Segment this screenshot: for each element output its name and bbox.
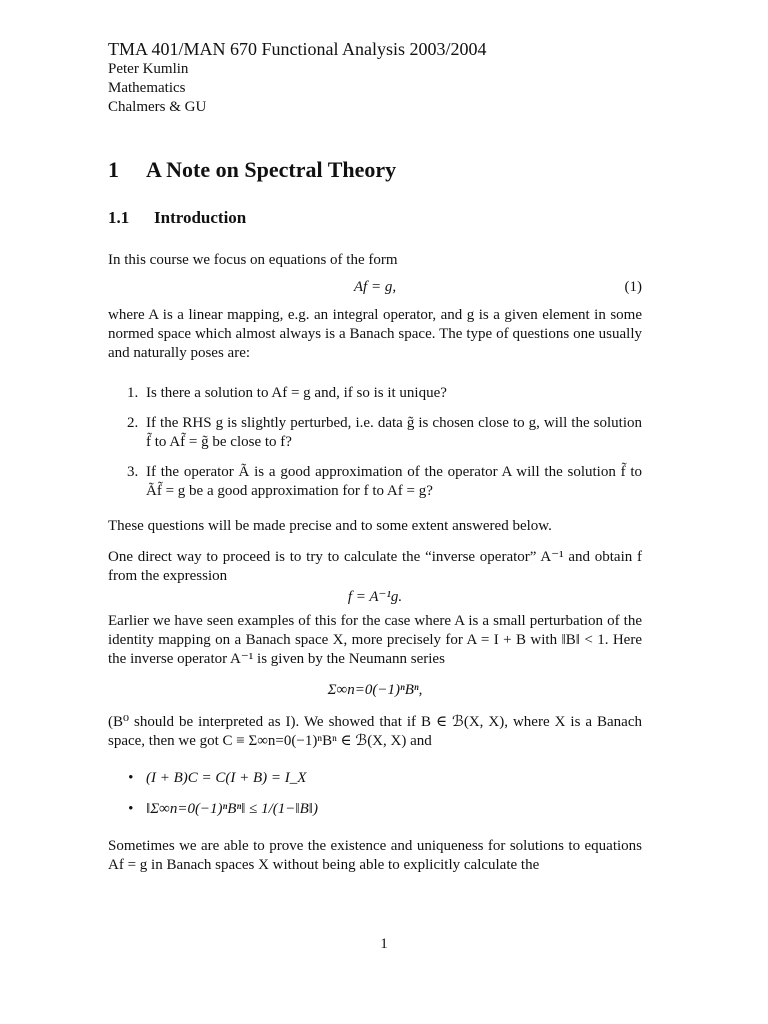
property-item: • ‖Σ∞n=0(−1)ⁿBⁿ‖ ≤ 1/(1−‖B‖) [146,800,642,819]
question-item: 2. If the RHS g is slightly perturbed, i.e. data g̃ is chosen close to g, will the solution f̃ to Af̃ = g̃ be close to f? [142,414,642,452]
section-number: 1 [108,157,119,182]
paragraph-earlier: Earlier we have seen examples of this for the case where A is a small perturbation of the identity mapping on a Banach space X, more precisely for A = I + B with ‖B‖ < 1. Here the inverse operator A⁻¹ is given by the Neumann series [108,613,642,667]
subsection-title: Introduction [154,208,247,227]
department: Mathematics [108,80,186,96]
paragraph-sometimes: Sometimes we are able to prove the existence and uniqueness for solutions to equations Af = g in Banach spaces X without being able to explicitly calculate the [108,838,642,873]
paragraph-b0: (B⁰ should be interpreted as I). We showed that if B ∈ ℬ(X, X), where X is a Banach space, then we got C ≡ Σ∞n=0(−1)ⁿBⁿ ∈ ℬ(X, X) and [108,714,642,749]
equation-1 [108,276,642,298]
paragraph-direct: One direct way to proceed is to try to calculate the “inverse operator” A⁻¹ and obtain f from the expression [108,549,642,584]
paragraph-answered: These questions will be made precise and to some extent answered below. [108,518,552,534]
course-title: TMA 401/MAN 670 Functional Analysis 2003/2004 [108,39,487,59]
author-name: Peter Kumlin [108,61,189,77]
institution: Chalmers & GU [108,99,207,115]
equation-neumann: Σ∞n=0(−1)ⁿBⁿ, [327,682,423,698]
subsection-heading [108,207,642,229]
equation-1-tag: (1) [624,279,642,295]
question-item: 3. If the operator Ã is a good approximation of the operator A will the solution f̃ to Ãf̃ = g be a good approximation for f to Af = g? [142,463,642,501]
subsection-number: 1.1 [108,208,130,227]
paragraph-intro: In this course we focus on equations of the form [108,252,398,268]
section-title: A Note on Spectral Theory [146,157,397,182]
equation-1-body: Af = g, [353,279,397,295]
question-item: 1. Is there a solution to Af = g and, if so is it unique? [142,384,642,403]
page-content [108,38,642,875]
equation-inverse: f = A⁻¹g. [347,589,403,605]
question-list [108,384,642,501]
property-item: • (I + B)C = C(I + B) = I_X [146,769,642,788]
page-number: 1 [380,936,388,952]
property-list [108,769,642,819]
section-heading [108,157,642,183]
paragraph-where: where A is a linear mapping, e.g. an integral operator, and g is a given element in some normed space which almost always is a Banach space. The type of questions one usually and naturally poses are: [108,307,642,361]
